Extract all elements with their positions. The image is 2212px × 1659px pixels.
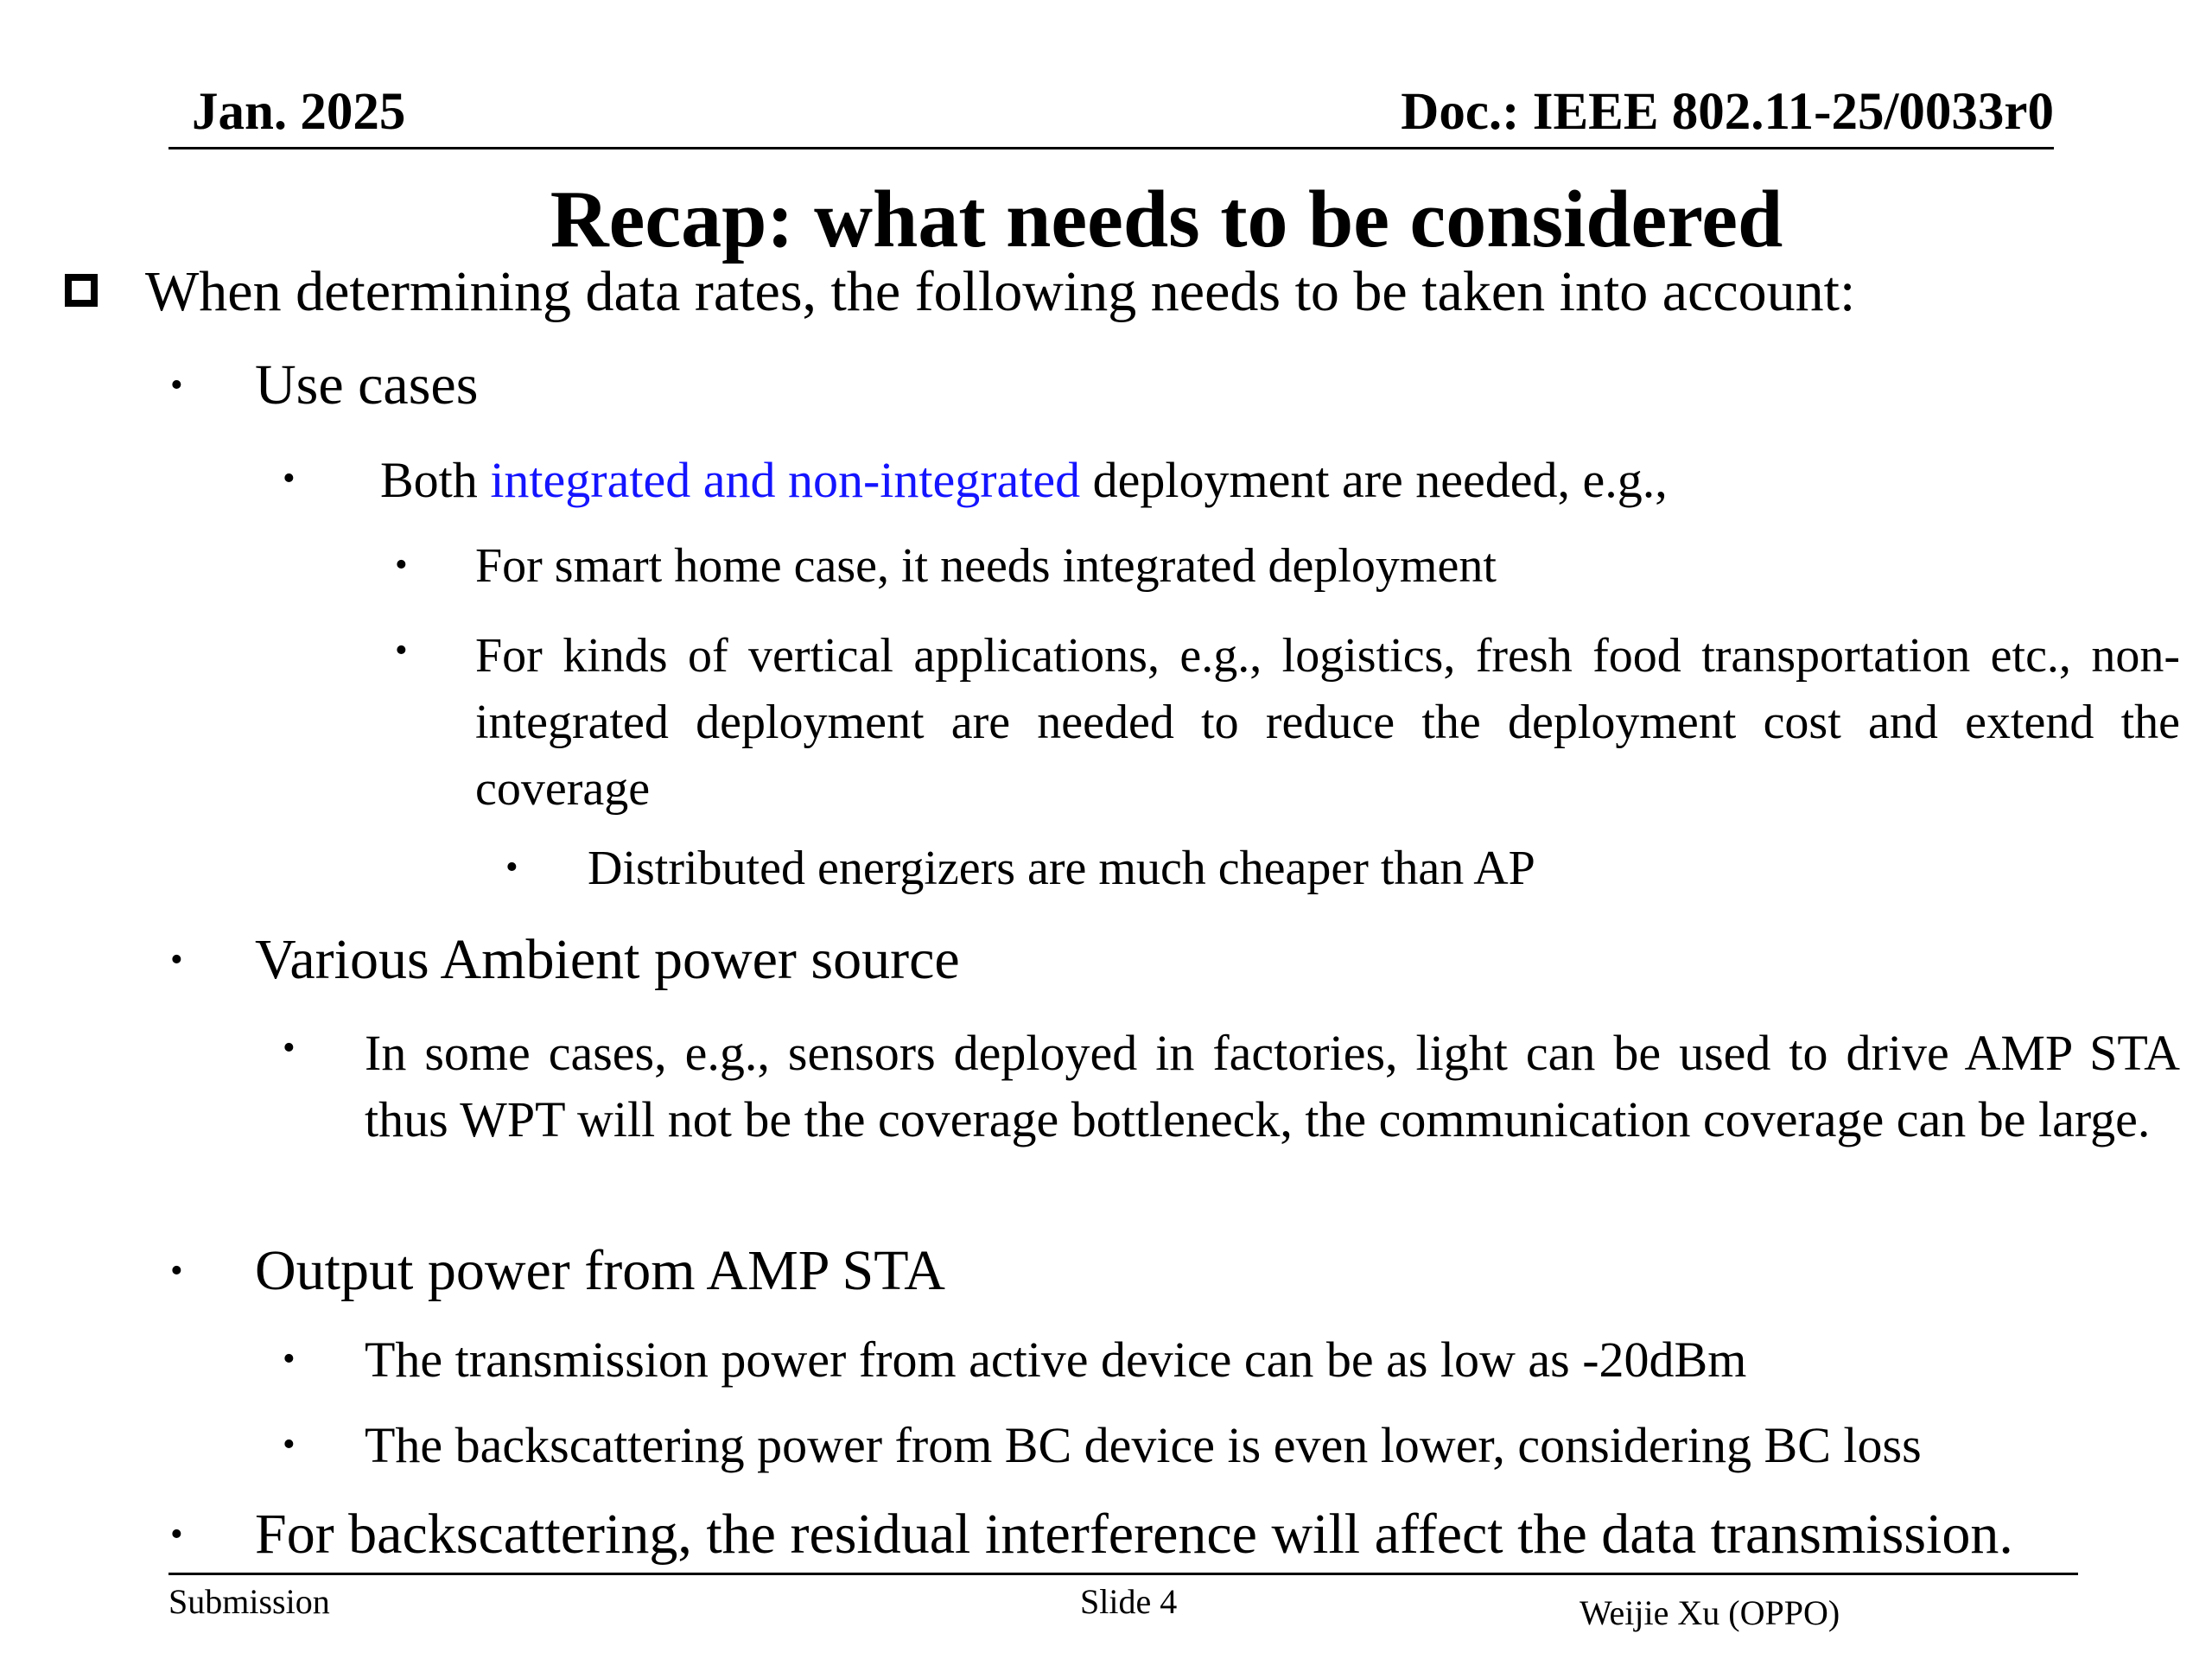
ambient-heading: Various Ambient power source xyxy=(255,928,960,991)
footer-rule xyxy=(168,1573,2078,1575)
bullet-icon: • xyxy=(505,848,518,887)
bullet-icon: • xyxy=(283,1339,296,1379)
bullet-icon: • xyxy=(283,1425,296,1465)
bullet-icon: • xyxy=(395,545,408,585)
header-rule xyxy=(168,147,2054,149)
bullet-icon: • xyxy=(170,1515,183,1554)
footer-slide-number: Slide 4 xyxy=(1080,1582,1178,1621)
deployment-prefix: Both xyxy=(380,452,491,508)
bullet-icon: • xyxy=(170,1251,183,1291)
slide-title: Recap: what needs to be considered xyxy=(550,175,1783,264)
deployment-suffix: deployment are needed, e.g., xyxy=(1080,452,1668,508)
deployment-line xyxy=(380,451,1668,509)
use-cases-heading: Use cases xyxy=(255,353,479,416)
smart-home-text: For smart home case, it needs integrated deployment xyxy=(475,539,1497,593)
bullet-icon: • xyxy=(395,631,408,671)
energizers-text: Distributed energizers are much cheaper than AP xyxy=(588,842,1535,895)
header-date: Jan. 2025 xyxy=(192,83,406,141)
vertical-applications-text: For kinds of vertical applications, e.g., logistics, fresh food transportation etc., non-integrated deployment are needed to reduce the deployment cost and extend the coverage xyxy=(475,629,2180,816)
ambient-detail-text: In some cases, e.g., sensors deployed in factories, light can be used to drive AMP STA thus WPT will not be the coverage bottleneck, the communication coverage can be large. xyxy=(365,1025,2180,1147)
footer-submission: Submission xyxy=(168,1582,330,1621)
active-device-text: The transmission power from active device can be as low as -20dBm xyxy=(365,1332,1747,1388)
bullet-icon: • xyxy=(283,1028,296,1068)
header-doc-id: Doc.: IEEE 802.11-25/0033r0 xyxy=(1401,83,2054,141)
intro-text: When determining data rates, the following needs to be taken into account: xyxy=(145,260,1856,323)
deployment-highlight: integrated and non-integrated xyxy=(490,452,1081,508)
bullet-icon: • xyxy=(170,365,183,405)
bullet-icon: • xyxy=(170,940,183,980)
output-power-heading: Output power from AMP STA xyxy=(255,1239,945,1302)
backscatter-device-text: The backscattering power from BC device is even lower, considering BC loss xyxy=(365,1417,1922,1473)
bullet-icon: • xyxy=(283,459,296,499)
square-bullet-icon xyxy=(65,274,98,307)
residual-interference-text: For backscattering, the residual interference will affect the data transmission. xyxy=(255,1503,2013,1566)
footer-author: Weijie Xu (OPPO) xyxy=(1580,1593,1840,1632)
